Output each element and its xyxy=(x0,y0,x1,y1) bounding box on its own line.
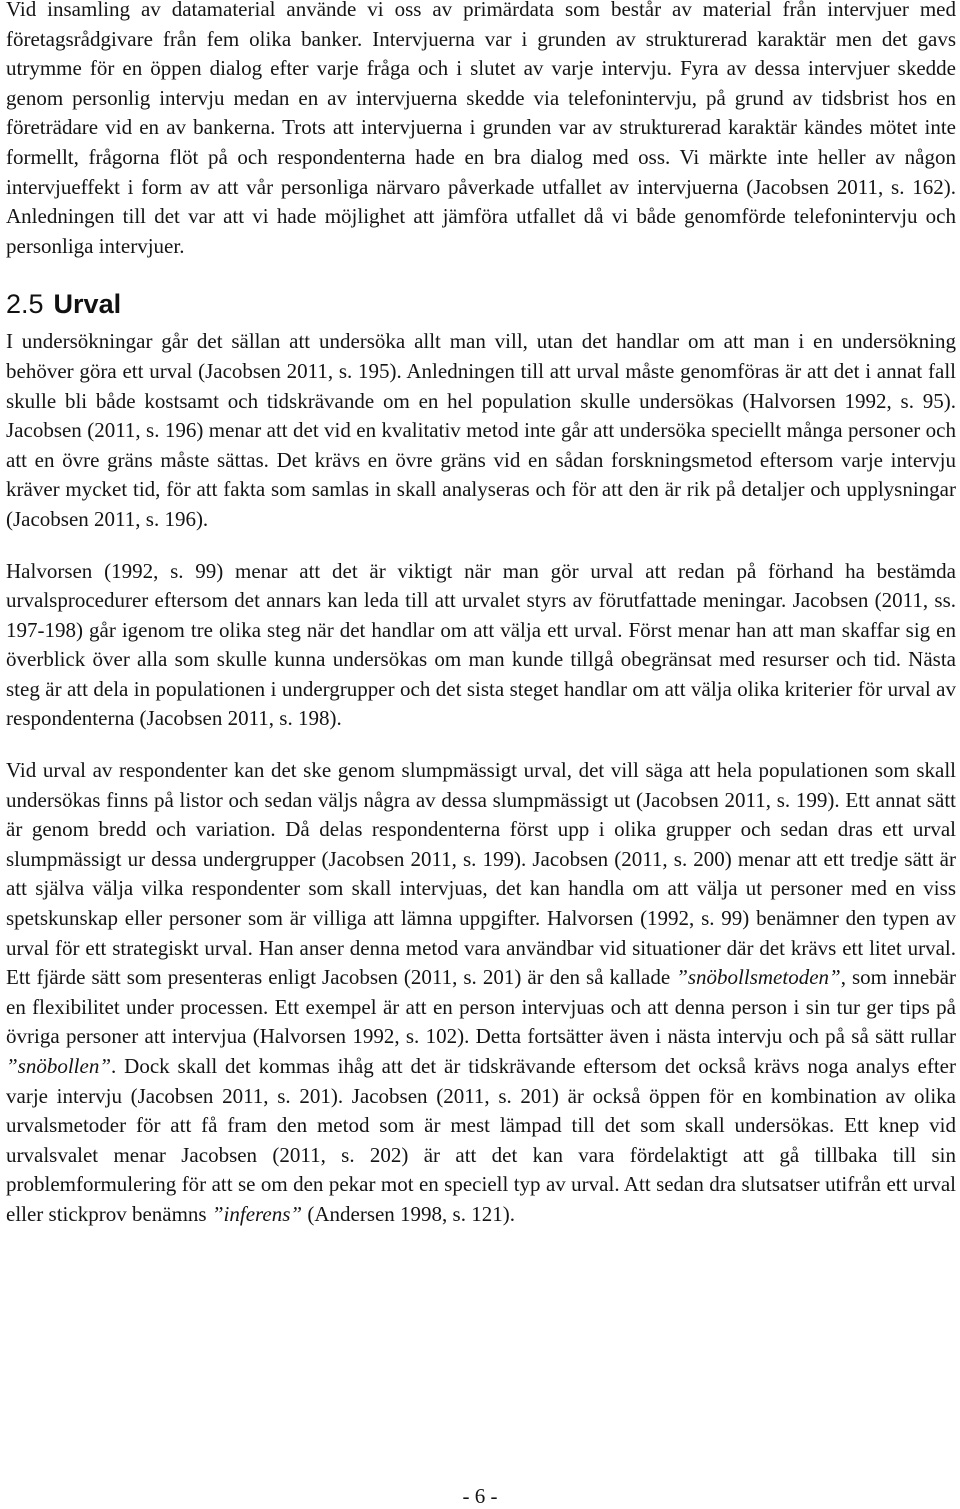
text-run: . Dock skall det kommas ihåg att det är tidskrävande eftersom det också krävs noga analys efter varje intervju (Jacobsen 2011, s. 201). Jacobsen (2011, s. 201) är också öppen för en kombination av olika urvalsmetoder för att få fram den metod som är mest lämpad till det som skall undersökas. Ett knep vid urvalsvalet menar Jacobsen (2011, s. 202) är att det kan vara fördelaktigt att gå tillbaka till sin problemformulering för att se om den pekar mot en speciell typ av urval. Att sedan dra slutsatser utifrån ett urval eller stickprov benämns xyxy=(6,1054,956,1226)
text-run: (Andersen 1998, s. 121). xyxy=(302,1201,515,1226)
paragraph-urval-methods xyxy=(6,756,956,1230)
italic-term-snobollen: ”snöbollen” xyxy=(6,1054,112,1078)
section-heading xyxy=(6,287,956,321)
page-content xyxy=(6,0,956,1230)
page-number: - 6 - xyxy=(462,1484,498,1508)
italic-term-snobollsmetoden: ”snöbollsmetoden” xyxy=(676,965,841,990)
text-run: , som innebär en flexibilitet under processen. Ett exempel är att en person intervjuas och att denna person i sin tur ger tips på övriga personer att intervjua (Halvorsen 1992, s. 102). Detta fortsätter även i nästa intervju och på så sätt rullar xyxy=(6,965,956,1049)
paragraph-urval-steps: Halvorsen (1992, s. 99) menar att det är viktigt när man gör urval att redan på förhand ha bestämda urvalsprocedurer eftersom det annars kan leda till att urvalet styrs av förutfattade meningar. Jacobsen (2011, ss. 197-198) går igenom tre olika steg när det handlar om att välja ett urval. Först menar han att man skaffar sig en överblick över alla som skulle kunna undersökas om man kunde tillgå obegränsat med resurser och tid. Nästa steg är att dela in populationen i undergrupper och det sista steget handlar om att välja olika kriterier för urval av respondenterna (Jacobsen 2011, s. 198). xyxy=(6,558,956,731)
section-title: Urval xyxy=(53,289,122,320)
section-number: 2.5 xyxy=(6,289,44,320)
paragraph-urval-intro: I undersökningar går det sällan att undersöka allt man vill, utan det handlar om att man i en undersökning behöver göra ett urval (Jacobsen 2011, s. 195). Anledningen till att urval måste genomföras är att det i annat fall skulle bli både kostsamt och tidskrävande om en hel population skulle undersökas (Halvorsen 1992, s. 95). Jacobsen (2011, s. 196) menar att det vid en kvalitativ metod inte går att undersöka speciellt många personer och att en övre gräns måste sättas. Det krävs en övre gräns vid en sådan forskningsmetod eftersom varje intervju kräver mycket tid, för att fakta som samlas in skall analyseras och för att den är rik på detaljer och upplysningar (Jacobsen 2011, s. 196). xyxy=(6,329,956,531)
intro-paragraph: Vid insamling av datamaterial använde vi oss av primärdata som består av material från intervjuer med företagsrådgivare från fem olika banker. Intervjuerna var i grunden av strukturerad karaktär men det gavs utrymme för en öppen dialog efter varje fråga och i slutet av varje intervju. Fyra av dessa intervjuer skedde genom personlig intervju medan en av intervjuerna skedde via telefonintervju, på grund av tidsbrist hos en företrädare vid en av bankerna. Trots att intervjuerna i grunden var av strukturerad karaktär kändes mötet inte formellt, frågorna flöt på och respondenterna hade en bra dialog med oss. Vi märkte inte heller av någon intervjueffekt i form av att vår personliga närvaro påverkade utfallet av intervjuerna (Jacobsen 2011, s. 162). Anledningen till det var att vi hade möjlighet att jämföra utfallet då vi både genomförde telefonintervju och personliga intervjuer. xyxy=(6,0,956,258)
text-run: Vid urval av respondenter kan det ske genom slumpmässigt urval, det vill säga att hela populationen som skall undersökas finns på listor och sedan väljs några av dessa slumpmässigt ut (Jacobsen 2011, s. 199). Ett annat sätt är genom bredd och variation. Då delas respondenterna först upp i olika grupper och sedan dras ett urval slumpmässigt ur dessa undergrupper (Jacobsen 2011, s. 199). Jacobsen (2011, s. 200) menar att ett tredje sätt är att själva välja vilka respondenter som skall intervjuas, det kan handla om att välja ut personer med en viss spetskunskap eller personer som är villiga att lämna uppgifter. Halvorsen (1992, s. 99) benämner den typen av urval för ett strategiskt urval. Han anser denna metod vara användbar vid situationer där det krävs ett litet urval. Ett fjärde sätt som presenteras enligt Jacobsen (2011, s. 201) är den så kallade xyxy=(6,758,956,990)
italic-term-inferens: ”inferens” xyxy=(211,1201,303,1226)
